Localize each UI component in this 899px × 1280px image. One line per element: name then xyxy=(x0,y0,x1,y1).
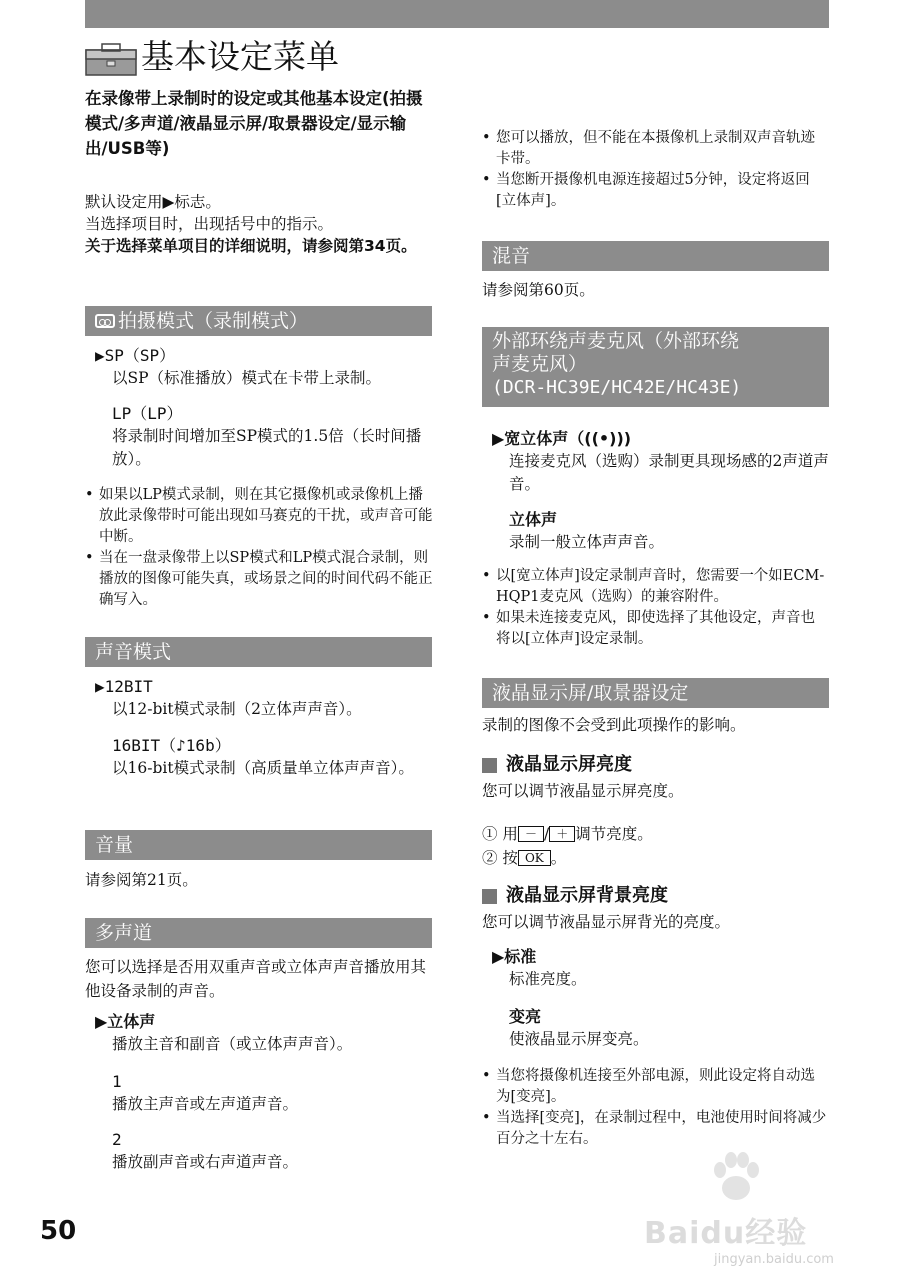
option-2-name: 2 xyxy=(112,1130,122,1149)
watermark-brand: Baidu经验 xyxy=(644,1216,808,1251)
option-ext-stereo-desc: 录制一般立体声声音。 xyxy=(509,533,665,551)
option-normal xyxy=(492,946,832,991)
option-normal-name: ▶标准 xyxy=(492,947,537,966)
lcd-backlight-title: 液晶显示屏背景亮度 xyxy=(482,883,668,909)
option-sp-name: ▶SP（SP） xyxy=(95,346,176,365)
option-wide-stereo xyxy=(492,428,832,496)
section-mix: 混音 xyxy=(482,241,829,271)
option-normal-desc: 标准亮度。 xyxy=(509,970,587,988)
lcd-brightness-title: 液晶显示屏亮度 xyxy=(482,752,632,778)
option-1-name: 1 xyxy=(112,1072,122,1091)
list-item: • 当您将摄像机连接至外部电源，则此设定将自动选为[变亮]。 xyxy=(482,1066,829,1108)
option-12bit-desc: 以12-bit模式录制（2立体声声音）。 xyxy=(112,700,362,718)
option-sp xyxy=(95,345,435,390)
option-stereo-name: ▶立体声 xyxy=(95,1012,156,1031)
option-stereo xyxy=(95,1011,435,1056)
bracket-note: 当选择项目时，出现括号中的指示。 xyxy=(85,215,334,233)
minus-button-icon: － xyxy=(518,826,544,842)
option-bright-name: 变亮 xyxy=(509,1007,542,1026)
option-stereo-desc: 播放主音和副音（或立体声声音）。 xyxy=(112,1035,353,1053)
rec-mode-notes xyxy=(85,485,435,611)
lcd-backlight-text: 您可以调节液晶显示屏背光的亮度。 xyxy=(482,913,731,931)
option-lp xyxy=(95,403,425,471)
section-ext-mic: 外部环绕声麦克风（外部环绕 声麦克风） (DCR-HC39E/HC42E/HC43E) xyxy=(482,327,829,407)
option-lp-desc: 将录制时间增加至SP模式的1.5倍（长时间播放）。 xyxy=(112,427,422,468)
watermark-url: jingyan.baidu.com xyxy=(714,1252,834,1267)
lcd-text: 录制的图像不会受到此项操作的影响。 xyxy=(482,716,746,734)
page-number: 50 xyxy=(40,1216,77,1246)
option-12bit xyxy=(95,676,435,721)
option-2-desc: 播放副声音或右声道声音。 xyxy=(112,1153,299,1171)
intro-text: 在录像带上录制时的设定或其他基本设定(拍摄模式/多声道/液晶显示屏/取景器设定/显示输出/USB等) xyxy=(85,89,423,158)
section-volume: 音量 xyxy=(85,830,432,860)
option-16bit xyxy=(95,735,415,780)
option-ext-stereo-name: 立体声 xyxy=(509,510,558,529)
section-multi-sound: 多声道 xyxy=(85,918,432,948)
option-16bit-desc: 以16-bit模式录制（高质量单立体声声音）。 xyxy=(112,759,414,777)
mix-ref: 请参阅第60页。 xyxy=(482,281,595,299)
list-item: • 当选择[变亮]，在录制过程中，电池使用时间将减少百分之十左右。 xyxy=(482,1108,829,1150)
multi-sound-notes xyxy=(482,128,827,212)
option-wide-stereo-desc: 连接麦克风（选购）录制更具现场感的2声道声音。 xyxy=(509,452,829,493)
step-2: ② 按 OK 。 xyxy=(482,849,567,867)
option-16bit-name: 16BIT（♪16b） xyxy=(112,736,231,755)
option-12bit-name: ▶12BIT xyxy=(95,677,153,696)
step-1: ① 用 － / ＋ 调节亮度。 xyxy=(482,825,653,843)
option-ext-stereo xyxy=(492,509,832,554)
watermark xyxy=(644,1150,844,1270)
option-bright-desc: 使液晶显示屏变亮。 xyxy=(509,1030,649,1048)
option-wide-stereo-name: ▶宽立体声（((•))) xyxy=(492,429,632,448)
volume-ref: 请参阅第21页。 xyxy=(85,871,198,889)
square-icon xyxy=(482,889,497,904)
option-1-desc: 播放主声音或左声道声音。 xyxy=(112,1095,299,1113)
page-title: 基本设定菜单 xyxy=(85,34,339,80)
lcd-notes xyxy=(482,1066,829,1150)
option-2 xyxy=(95,1129,435,1174)
list-item: • 如果以LP模式录制，则在其它摄像机或录像机上播放此录像带时可能出现如马赛克的干扰，或声音可能中断。 xyxy=(85,485,435,548)
option-1 xyxy=(95,1071,435,1116)
default-note: 默认设定用▶标志。 xyxy=(85,193,221,211)
top-bar xyxy=(85,0,829,28)
toolbox-icon xyxy=(85,42,137,76)
tape-icon xyxy=(95,314,115,328)
section-lcd-settings: 液晶显示屏/取景器设定 xyxy=(482,678,829,708)
ext-mic-notes xyxy=(482,566,829,650)
list-item: • 当在一盘录像带上以SP模式和LP模式混合录制，则播放的图像可能失真，或场景之间的时间代码不能正确写入。 xyxy=(85,548,435,611)
list-item: • 您可以播放，但不能在本摄像机上录制双声音轨迹卡带。 xyxy=(482,128,827,170)
plus-button-icon: ＋ xyxy=(549,826,575,842)
section-audio-mode: 声音模式 xyxy=(85,637,432,667)
option-sp-desc: 以SP（标准播放）模式在卡带上录制。 xyxy=(112,369,382,387)
lcd-brightness-text: 您可以调节液晶显示屏亮度。 xyxy=(482,782,684,800)
paw-icon xyxy=(706,1150,766,1205)
section-rec-mode: 拍摄模式（录制模式） xyxy=(85,306,432,336)
option-lp-name: LP（LP） xyxy=(112,404,183,423)
list-item: • 以[宽立体声]设定录制声音时，您需要一个如ECM-HQP1麦克风（选购）的兼容附件。 xyxy=(482,566,829,608)
list-item: • 如果未连接麦克风，即使选择了其他设定，声音也将以[立体声]设定录制。 xyxy=(482,608,829,650)
list-item: • 当您断开摄像机电源连接超过5分钟，设定将返回[立体声]。 xyxy=(482,170,827,212)
multi-sound-text: 您可以选择是否用双重声音或立体声声音播放用其他设备录制的声音。 xyxy=(85,958,427,1000)
ok-button-icon: OK xyxy=(518,850,551,866)
option-bright xyxy=(492,1006,832,1051)
square-icon xyxy=(482,758,497,773)
detail-note: 关于选择菜单项目的详细说明，请参阅第34页。 xyxy=(85,237,417,255)
